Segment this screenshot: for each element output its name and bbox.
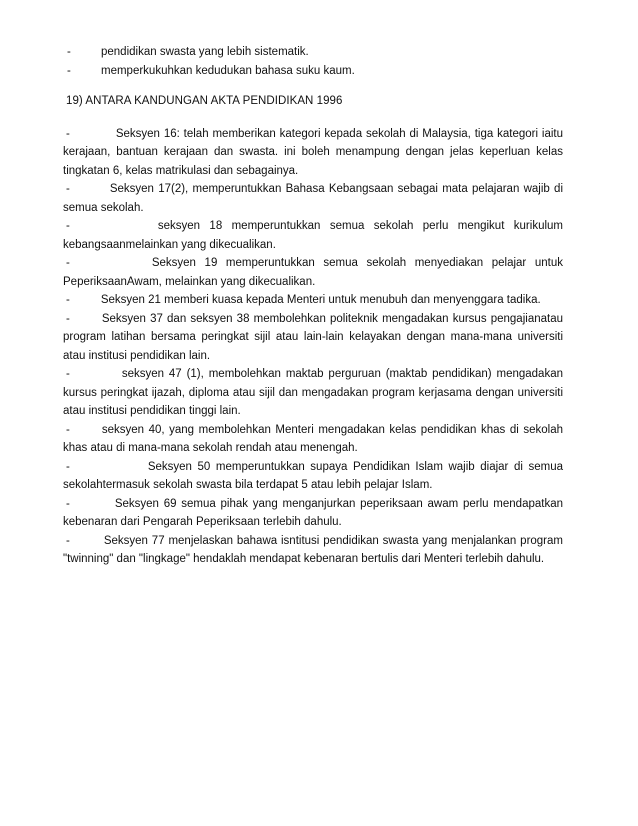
clause-text: seksyen 40, yang membolehkan Menteri mengadakan kelas pendidikan khas di sekolah khas atau di mana-mana sekolah rendah atau menengah. [63,423,563,454]
bullet-dash: - [66,127,70,140]
bullet-dash: - [66,312,70,325]
clause-text: Seksyen 19 memperuntukkan semua sekolah menyediakan pelajar untuk PeperiksaanAwam, melainkan yang dikecualikan. [63,257,563,288]
clause-text: seksyen 18 memperuntukkan semua sekolah perlu mengikut kurikulum kebangsaanmelainkan yang dikecualikan. [63,220,563,251]
list-item-text: memperkukuhkan kedudukan bahasa suku kaum. [101,64,355,77]
bullet-dash: - [66,534,70,547]
document-content [63,43,563,569]
clause-text: Seksyen 37 dan seksyen 38 membolehkan politeknik mengadakan kursus pengajianatau program latihan bersama peringkat sijil atau lain-lain kelayakan dengan mana-mana universiti atau institusi pendidikan lain. [63,312,563,362]
clause-item [63,254,563,291]
clause-text: Seksyen 16: telah memberikan kategori kepada sekolah di Malaysia, tiga kategori iaitu kerajaan, bantuan kerajaan dan swasta. ini boleh menampung dengan jelas keperluan kelas tingkatan 6, kelas matrikulasi dan sebagainya. [63,127,563,177]
bullet-dash: - [67,64,71,77]
bullet-dash: - [66,220,70,232]
bullet-dash: - [66,294,70,306]
clause-text: seksyen 47 (1), membolehkan maktab perguruan (maktab pendidikan) mengadakan kursus peringkat ijazah, diploma atau sijil dan mengadakan program kerjasama dengan universiti atau institusi pendidikan tinggi lain. [63,368,563,417]
clause-item [63,310,563,366]
clause-item [63,421,563,458]
clause-item [63,458,563,495]
clause-text: Seksyen 69 semua pihak yang menganjurkan peperiksaan awam perlu mendapatkan kebenaran dari Pengarah Peperiksaan terlebih dahulu. [63,497,563,528]
bullet-dash: - [66,183,70,195]
clause-item [63,180,563,217]
bullet-dash: - [67,46,71,58]
bullet-dash: - [66,423,70,436]
clause-item [63,365,563,421]
section-heading: 19) ANTARA KANDUNGAN AKTA PENDIDIKAN 1996 [66,95,343,107]
bullet-dash: - [66,368,70,380]
list-item [63,43,563,62]
clause-item [63,495,563,532]
list-item-text: pendidikan swasta yang lebih sistematik. [101,46,309,58]
clause-text: Seksyen 50 memperuntukkan supaya Pendidikan Islam wajib diajar di semua sekolahtermasuk sekolah swasta bila terdapat 5 atau lebih pelajar Islam. [63,460,563,491]
clause-item [63,291,563,310]
clause-item [63,532,563,569]
clause-text: Seksyen 77 menjelaskan bahawa isntitusi pendidikan swasta yang menjalankan program "twinning" dan "lingkage" hendaklah mendapat kebenaran bertulis dari Menteri terlebih dahulu. [63,534,563,565]
bullet-dash: - [66,460,70,473]
clause-item [63,125,563,181]
clause-text: Seksyen 17(2), memperuntukkan Bahasa Kebangsaan sebagai mata pelajaran wajib di semua sekolah. [63,183,563,214]
clause-item [63,217,563,254]
bullet-dash: - [66,497,70,510]
clause-text: Seksyen 21 memberi kuasa kepada Menteri untuk menubuh dan menyenggara tadika. [100,294,541,306]
list-item [63,62,563,81]
bullet-dash: - [66,257,70,269]
